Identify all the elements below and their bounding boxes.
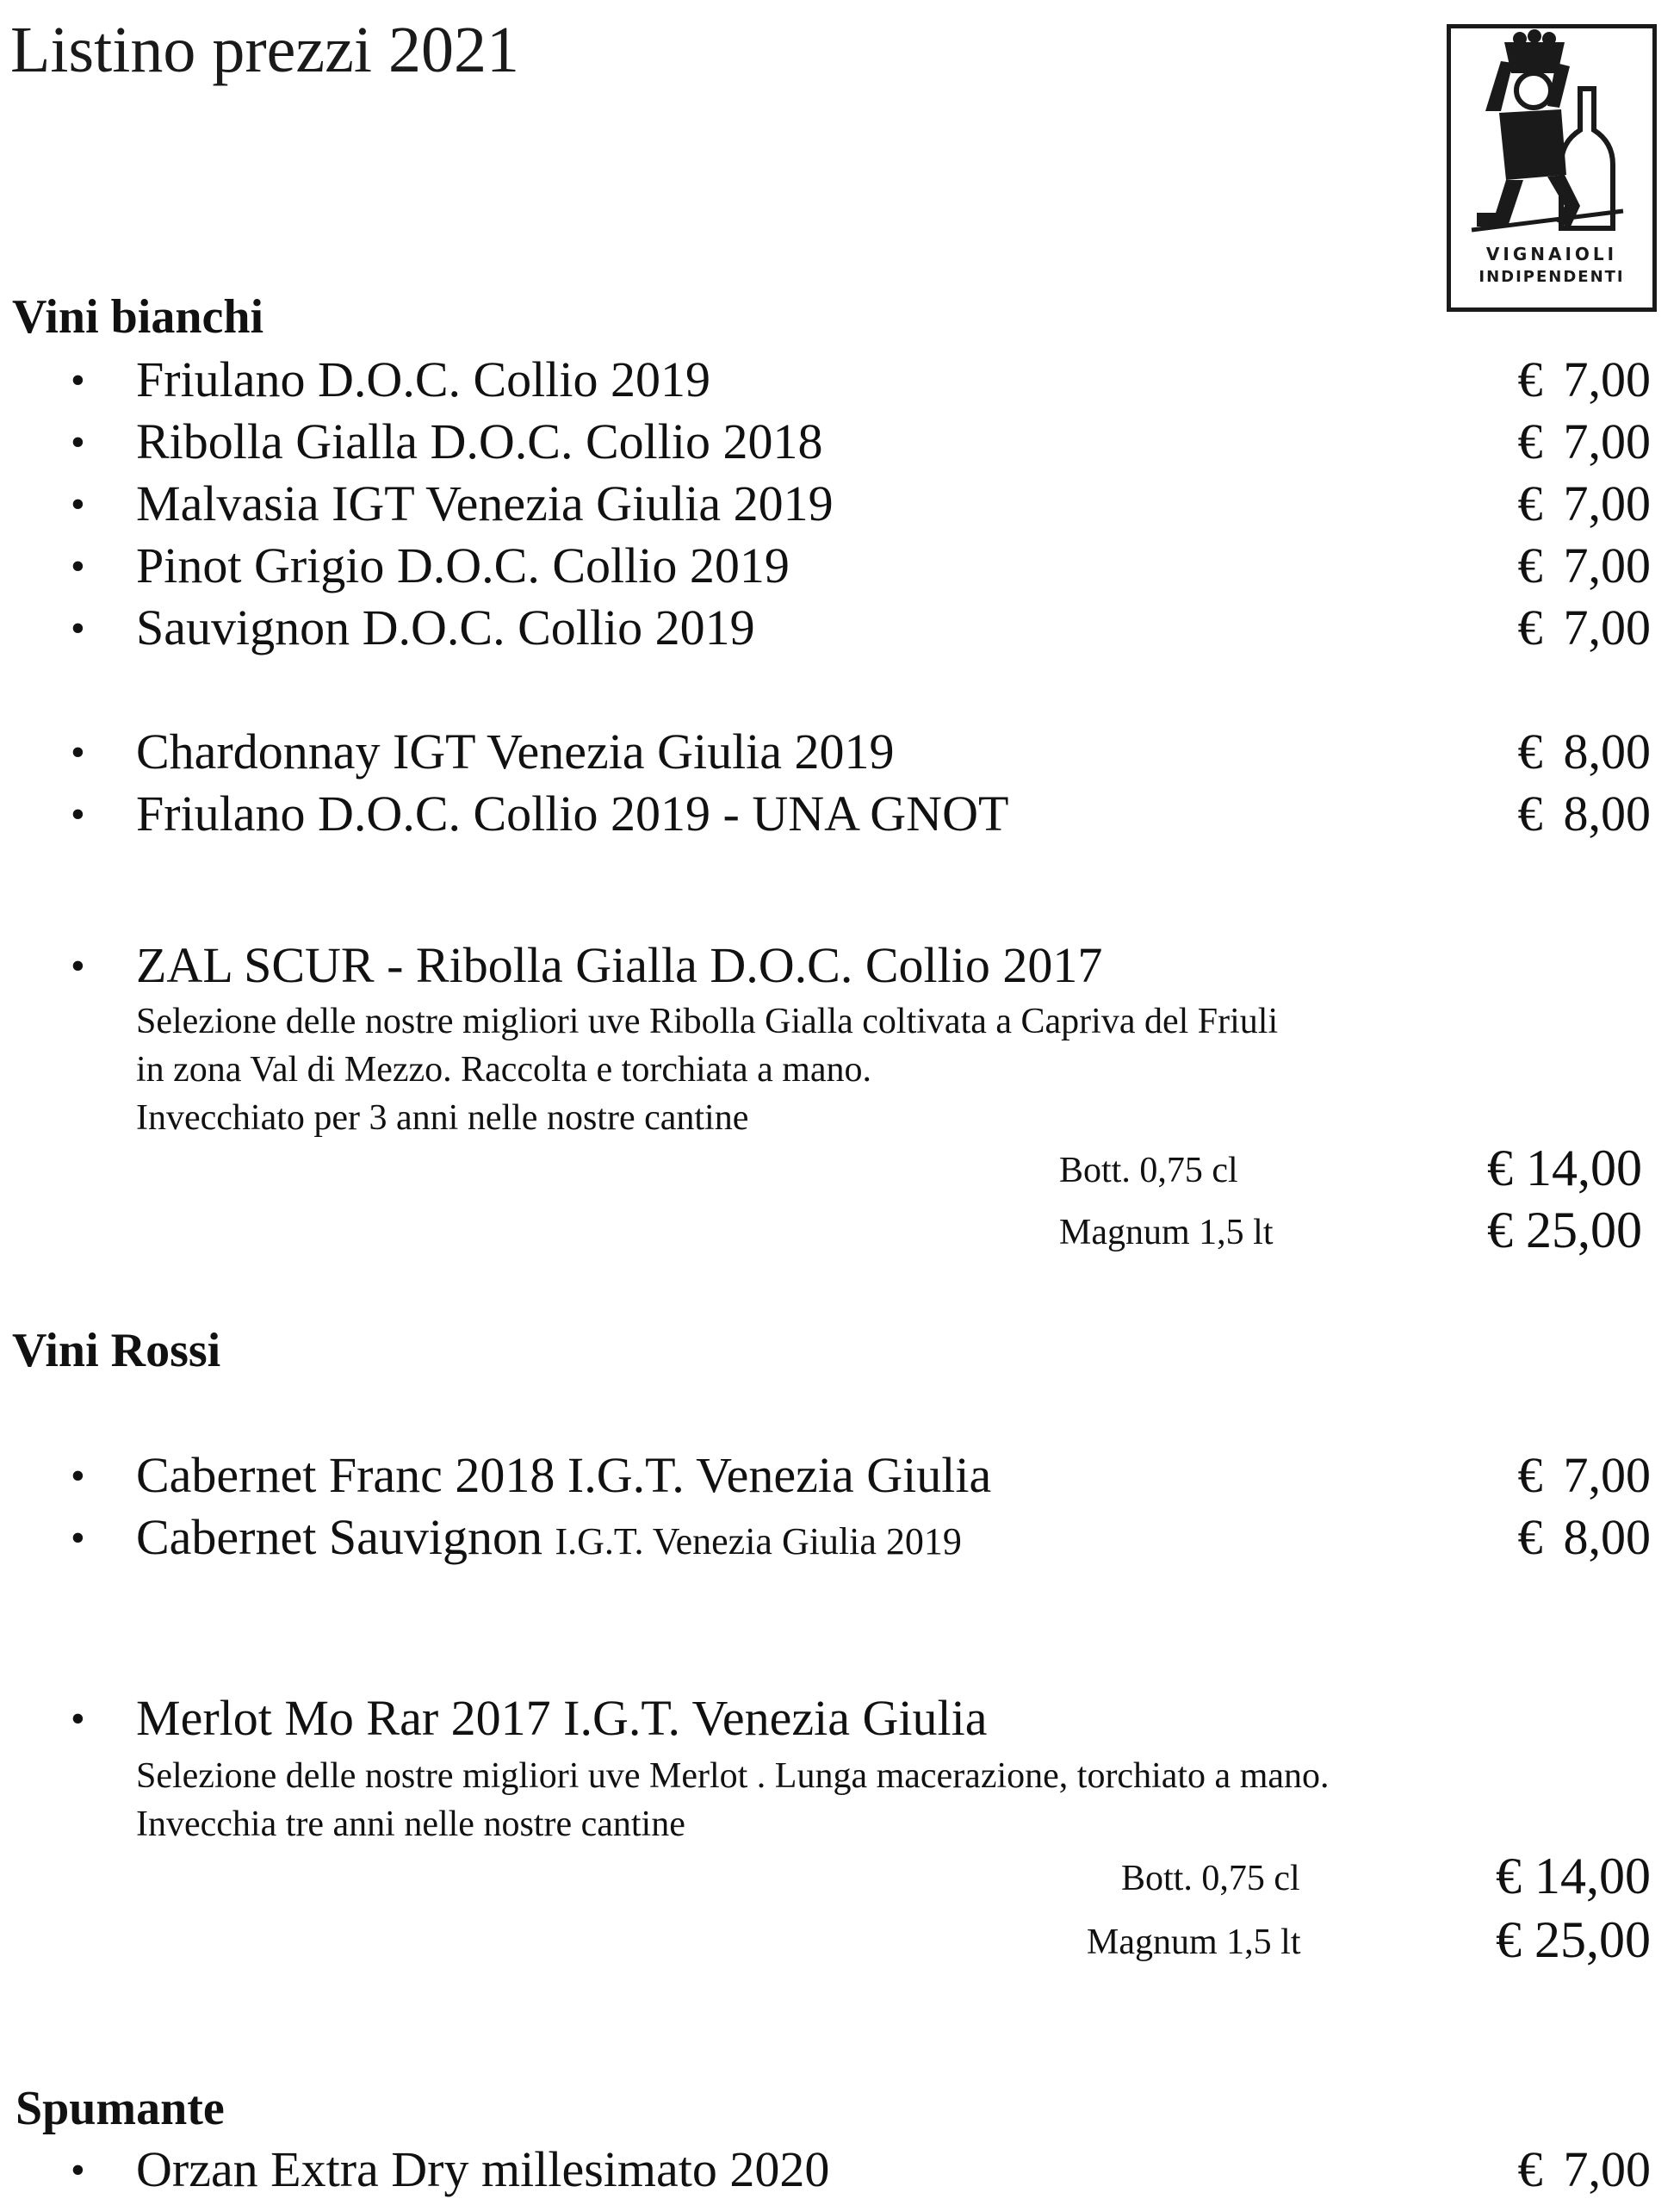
currency-symbol: €: [1517, 599, 1543, 655]
currency-symbol: €: [1517, 2141, 1543, 2197]
list-item: [0, 1509, 1680, 1571]
currency-symbol: €: [1517, 475, 1543, 531]
wine-name-main: Cabernet Sauvignon: [136, 1509, 555, 1565]
wine-name: Chardonnay IGT Venezia Giulia 2019: [136, 724, 895, 780]
currency-symbol: €: [1517, 537, 1543, 593]
bullet: •: [71, 730, 85, 775]
currency-symbol: €: [1517, 351, 1543, 407]
variant-price: € 25,00: [1487, 1202, 1642, 1258]
wine-name: Malvasia IGT Venezia Giulia 2019: [136, 475, 834, 531]
wine-description-line: Selezione delle nostre migliori uve Merlot . Lunga macerazione, torchiato a mano.: [136, 1756, 1330, 1796]
variant-price: € 14,00: [1496, 1848, 1651, 1904]
bullet: •: [71, 419, 85, 465]
wine-name: [136, 1447, 992, 1503]
price-value: 7,00: [1563, 413, 1651, 469]
bullet: •: [71, 481, 85, 527]
list-item: [0, 599, 1680, 662]
list-item: [0, 537, 1680, 599]
price-value: 7,00: [1563, 2141, 1651, 2197]
price-value: 7,00: [1563, 599, 1651, 655]
currency-symbol: €: [1517, 413, 1543, 469]
variant-label: Magnum 1,5 lt: [1059, 1213, 1274, 1252]
variant-label: Bott. 0,75 cl: [1121, 1859, 1300, 1898]
logo-text-line2: INDIPENDENTI: [1479, 268, 1625, 286]
wine-name: Sauvignon D.O.C. Collio 2019: [136, 599, 755, 655]
wine-description-line: Invecchia tre anni nelle nostre cantine: [136, 1804, 685, 1844]
bullet: •: [71, 357, 85, 403]
wine-name: ZAL SCUR - Ribolla Gialla D.O.C. Collio 2017: [136, 937, 1103, 993]
wine-price: [1517, 1509, 1652, 1565]
wine-price: [1517, 599, 1652, 655]
wine-name-appellation: I.G.T. Venezia Giulia 2019: [555, 1520, 962, 1562]
price-value: 8,00: [1563, 786, 1651, 842]
wine-price: [1517, 2141, 1652, 2197]
variant-row: [0, 1142, 1680, 1202]
wine-price: [1517, 475, 1652, 531]
wine-name: Merlot Mo Rar 2017 I.G.T. Venezia Giulia: [136, 1690, 988, 1746]
variant-price: € 25,00: [1496, 1911, 1651, 1968]
wine-price: [1517, 537, 1652, 593]
wine-price: [1517, 786, 1652, 842]
list-item-special: [0, 937, 1680, 999]
bullet: •: [71, 2147, 85, 2193]
currency-symbol: €: [1517, 786, 1543, 842]
list-item: [0, 1447, 1680, 1509]
price-value: 7,00: [1563, 351, 1651, 407]
wine-price: [1517, 724, 1652, 780]
wine-price: [1517, 1447, 1652, 1503]
wine-name-main: Cabernet Franc 2018 I.G.T. Venezia Giulia: [136, 1447, 992, 1503]
variant-row: [0, 1850, 1680, 1910]
list-item: [0, 786, 1680, 848]
wine-name: [136, 1509, 962, 1565]
page-title: Listino prezzi 2021: [10, 14, 519, 86]
variant-row: [0, 1204, 1680, 1264]
list-item: [0, 2141, 1680, 2203]
wine-name: Ribolla Gialla D.O.C. Collio 2018: [136, 413, 823, 469]
price-value: 8,00: [1563, 724, 1651, 780]
list-item: [0, 413, 1680, 475]
bullet: •: [71, 1453, 85, 1499]
wine-description-line: Selezione delle nostre migliori uve Ribolla Gialla coltivata a Capriva del Friuli: [136, 1002, 1279, 1041]
variant-price: € 14,00: [1487, 1140, 1642, 1196]
section-heading-vini-rossi: Vini Rossi: [12, 1324, 221, 1377]
wine-description-line: in zona Val di Mezzo. Raccolta e torchiata a mano.: [136, 1050, 872, 1090]
logo-text-line1: VIGNAIOLI: [1485, 244, 1618, 264]
bullet: •: [71, 792, 85, 837]
price-value: 8,00: [1563, 1509, 1651, 1565]
bullet: •: [71, 943, 85, 989]
bullet: •: [71, 1696, 85, 1742]
price-value: 7,00: [1563, 537, 1651, 593]
price-value: 7,00: [1563, 475, 1651, 531]
wine-description-line: Invecchiato per 3 anni nelle nostre cantine: [136, 1098, 749, 1138]
vignaioli-indipendenti-logo: [1447, 24, 1657, 312]
section-heading-spumante: Spumante: [15, 2082, 225, 2135]
currency-symbol: €: [1517, 724, 1543, 780]
bullet: •: [71, 1515, 85, 1561]
wine-name: Friulano D.O.C. Collio 2019: [136, 351, 711, 407]
bullet: •: [71, 543, 85, 589]
variant-label: Bott. 0,75 cl: [1059, 1151, 1238, 1190]
wine-name: Orzan Extra Dry millesimato 2020: [136, 2141, 830, 2197]
variant-row: [0, 1911, 1680, 1974]
currency-symbol: €: [1517, 1509, 1543, 1565]
winemaker-carrying-grapes-icon: [1451, 28, 1652, 235]
bullet: •: [71, 606, 85, 651]
list-item: [0, 724, 1680, 786]
wine-price: [1517, 413, 1652, 469]
wine-name: Friulano D.O.C. Collio 2019 - UNA GNOT: [136, 786, 1009, 842]
list-item-special: [0, 1690, 1680, 1752]
price-value: 7,00: [1563, 1447, 1651, 1503]
wine-name: Pinot Grigio D.O.C. Collio 2019: [136, 537, 790, 593]
wine-price: [1517, 351, 1652, 407]
variant-label: Magnum 1,5 lt: [1087, 1922, 1301, 1962]
list-item: [0, 475, 1680, 537]
currency-symbol: €: [1517, 1447, 1543, 1503]
section-heading-vini-bianchi: Vini bianchi: [12, 290, 264, 344]
list-item: [0, 351, 1680, 413]
